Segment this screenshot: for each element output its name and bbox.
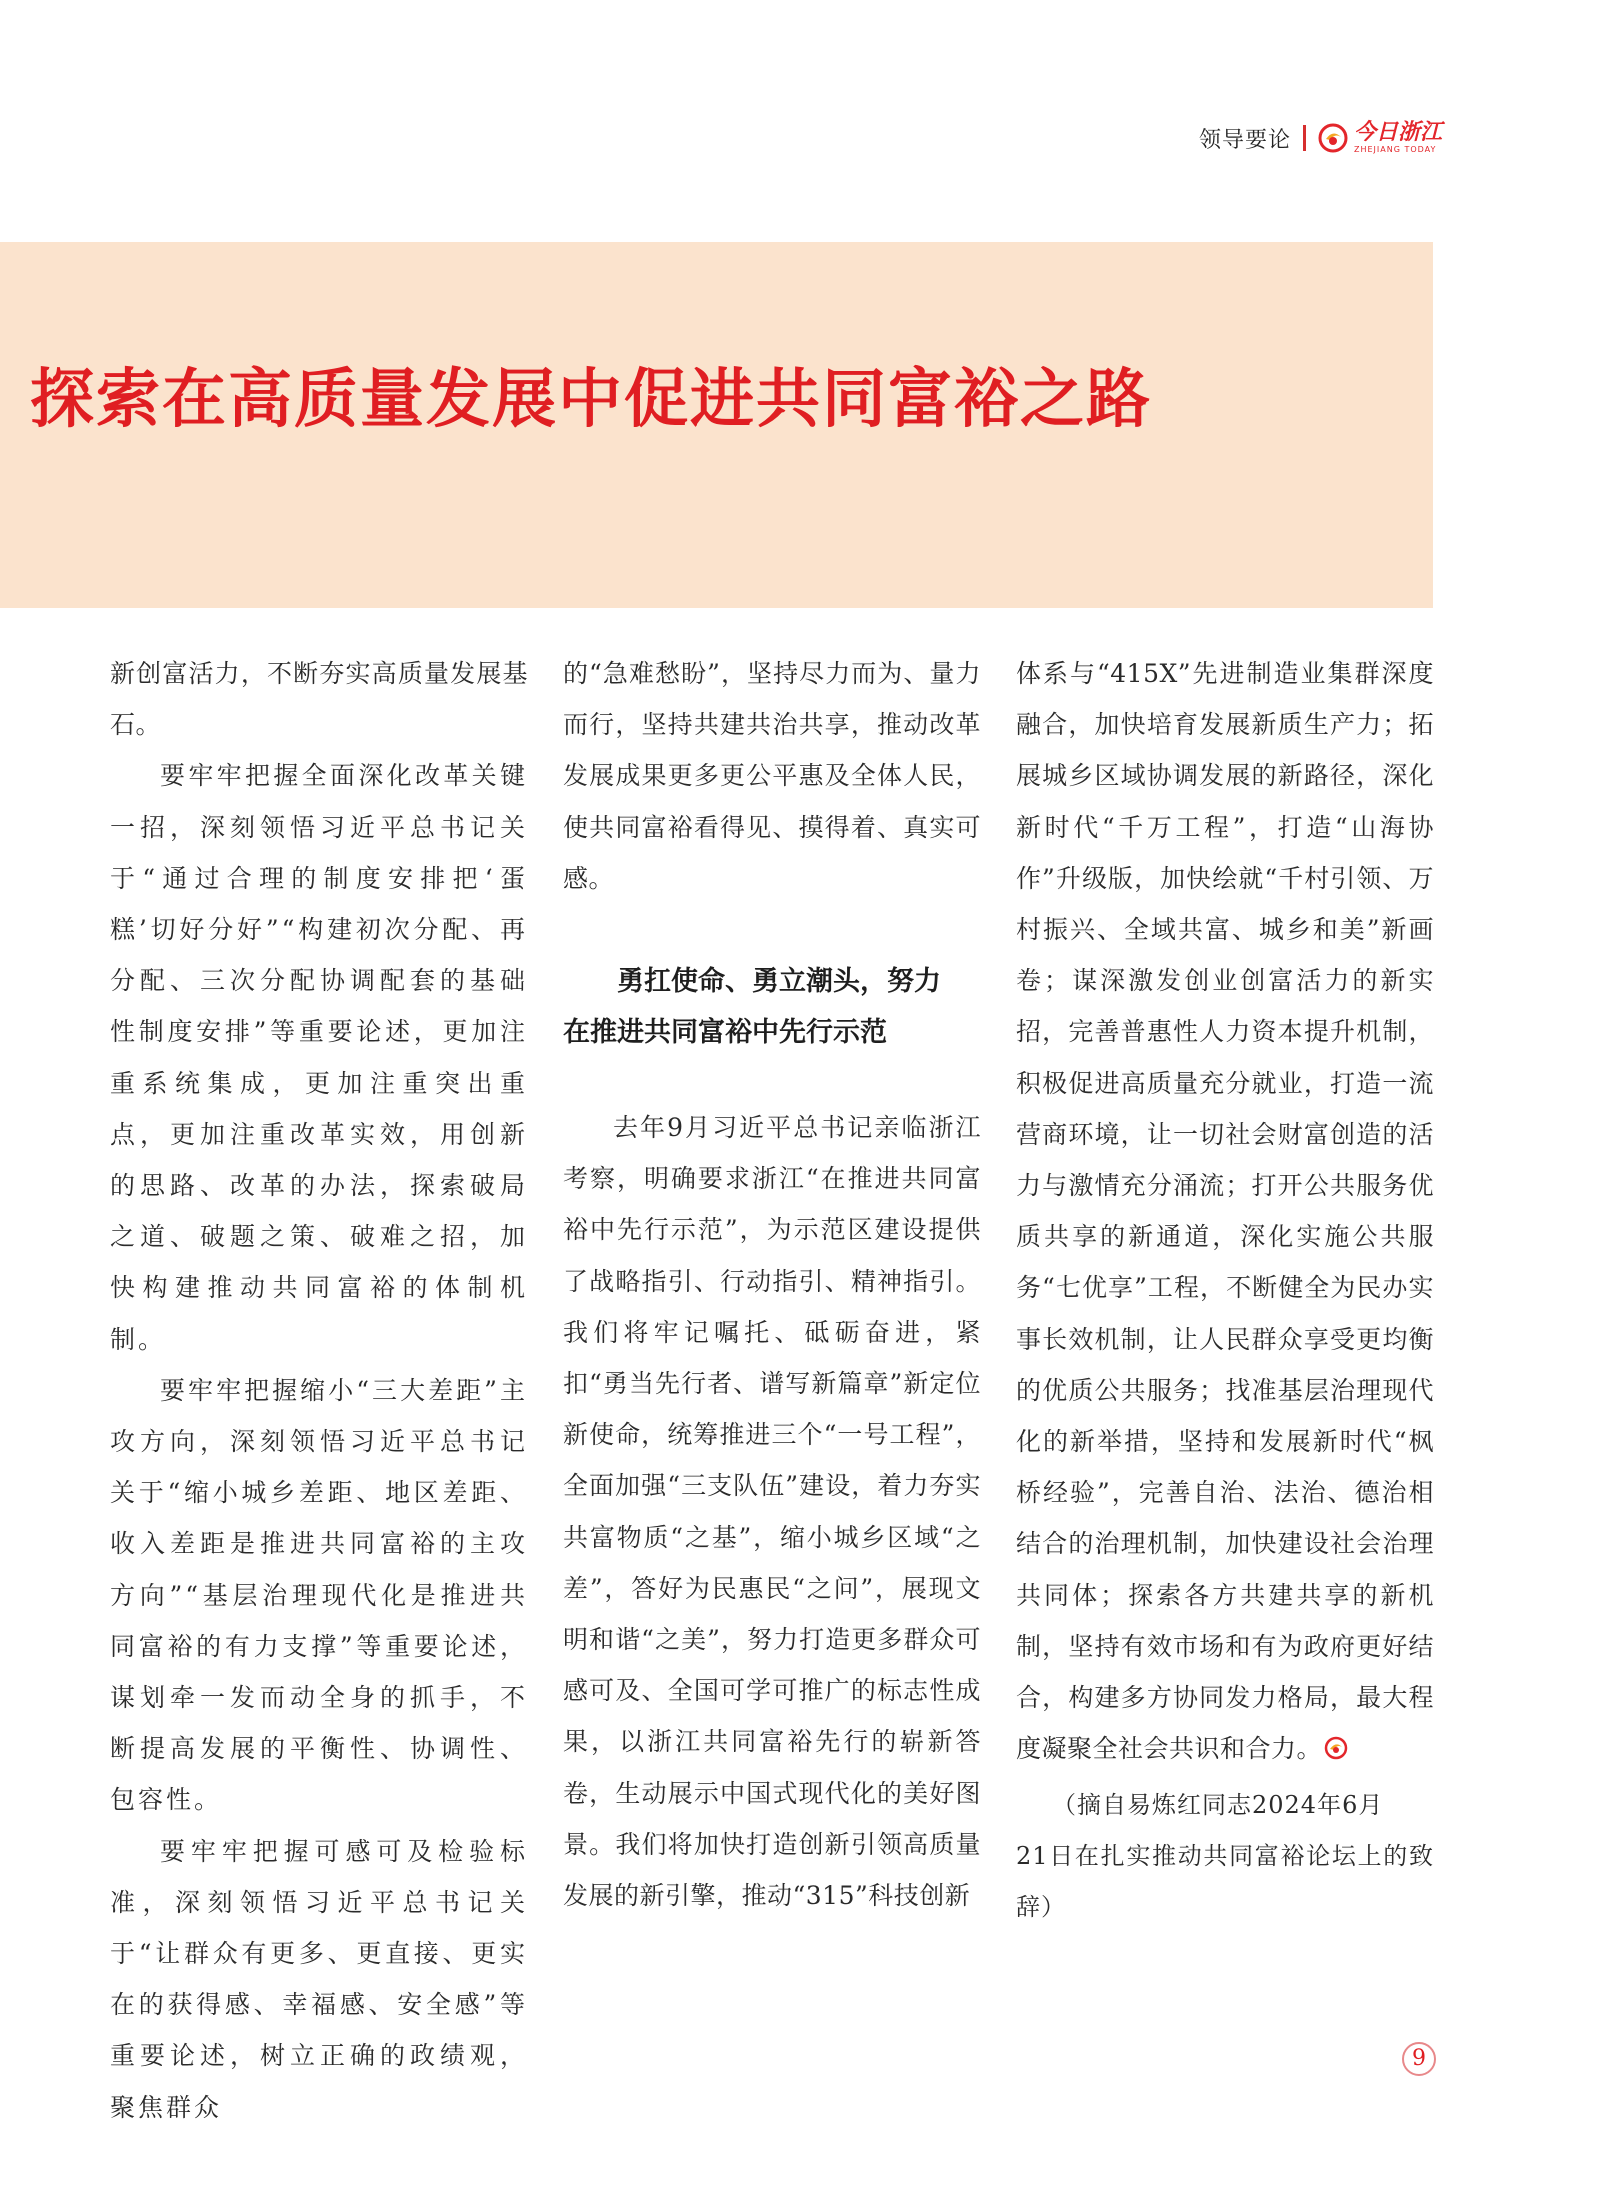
page-number: 9 [1402, 2042, 1436, 2076]
paragraph: 要牢牢把握缩小“三大差距”主攻方向，深刻领悟习近平总书记关于“缩小城乡差距、地区差距、收入差距是推进共同富裕的主攻方向”“基层治理现代化是推进共同富裕的有力支撑”等重要论述，谋划牵一发而动全身的抓手，不断提高发展的平衡性、协调性、包容性。 [110, 1375, 528, 1815]
column-1 [110, 648, 528, 2133]
subheading-line: 勇扛使命、勇立潮头，努力 [617, 966, 941, 998]
subheading-line: 在推进共同富裕中先行示范 [563, 1017, 887, 1049]
paragraph: 新创富活力，不断夯实高质量发展基石。 [110, 659, 528, 740]
page-header [1199, 122, 1442, 154]
paragraph: 去年9月习近平总书记亲临浙江考察，明确要求浙江“在推进共同富裕中先行示范”，为示范区建设提供了战略指引、行动指引、精神指引。我们将牢记嘱托、砥砺奋进，紧扣“勇当先行者、谱写新篇章”新定位新使命，统筹推进三个“一号工程”，全面加强“三支队伍”建设，着力夯实共富物质“之基”，缩小城乡区域“之差”，答好为民惠民“之问”，展现文明和谐“之美”，努力打造更多群众可感可及、全国可学可推广的标志性成果，以浙江共同富裕先行的崭新答卷，生动展示中国式现代化的美好图景。我们将加快打造创新引领高质量发展的新引擎，推动“315”科技创新 [563, 1113, 981, 1911]
brand-name-en: ZHEJIANG TODAY [1353, 145, 1437, 154]
end-mark-icon [1324, 1736, 1348, 1760]
paragraph-text: 体系与“415X”先进制造业集群深度融合，加快培育发展新质生产力；拓展城乡区域协调发展的新路径，深化新时代“千万工程”，打造“山海协作”升级版，加快绘就“千村引领、万村振兴、全域共富、城乡和美”新画卷；谋深激发创业创富活力的新实招，完善普惠性人力资本提升机制，积极促进高质量充分就业，打造一流营商环境，让一切社会财富创造的活力与激情充分涌流；打开公共服务优质共享的新通道，深化实施公共服务“七优享”工程，不断健全为民办实事长效机制，让人民群众享受更均衡的优质公共服务；找准基层治理现代化的新举措，坚持和发展新时代“枫桥经验”，完善自治、法治、德治相结合的治理机制，加快建设社会治理共同体；探索各方共建共享的新机制，坚持有效市场和有为政府更好结合，构建多方协同发力格局，最大程度凝聚全社会共识和合力。 [1016, 659, 1434, 1764]
paragraph: 要牢牢把握全面深化改革关键一招，深刻领悟习近平总书记关于“通过合理的制度安排把‘蛋糕’切好分好”“构建初次分配、再分配、三次分配协调配套的基础性制度安排”等重要论述，更加注重系统集成，更加注重突出重点，更加注重改革实效，用创新的思路、改革的办法，探索破局之道、破题之策、破难之招，加快构建推动共同富裕的体制机制。 [110, 761, 528, 1354]
column-3 [1016, 648, 1434, 1933]
source-line: （摘自易炼红同志2024年6月 [1052, 1791, 1384, 1820]
paragraph: 要牢牢把握可感可及检验标准，深刻领悟习近平总书记关于“让群众有更多、更直接、更实在的获得感、幸福感、安全感”等重要论述，树立正确的政绩观，聚焦群众 [110, 1836, 528, 2122]
paragraph [1016, 648, 1434, 1774]
section-subheading [563, 956, 981, 1058]
source-note [1016, 1780, 1434, 1933]
source-line: 21日在扎实推动共同富裕论坛上的致辞） [1016, 1842, 1434, 1922]
column-2 [563, 648, 981, 1921]
header-divider [1303, 125, 1306, 151]
article-title: 探索在高质量发展中促进共同富裕之路 [30, 363, 1152, 437]
brand-name: 今日浙江 [1353, 120, 1442, 145]
section-label: 领导要论 [1198, 127, 1291, 153]
logo-swirl-icon [1318, 123, 1348, 153]
magazine-logo [1318, 122, 1442, 154]
paragraph: 的“急难愁盼”，坚持尽力而为、量力而行，坚持共建共治共享，推动改革发展成果更多更公平惠及全体人民，使共同富裕看得见、摸得着、真实可感。 [563, 659, 981, 893]
